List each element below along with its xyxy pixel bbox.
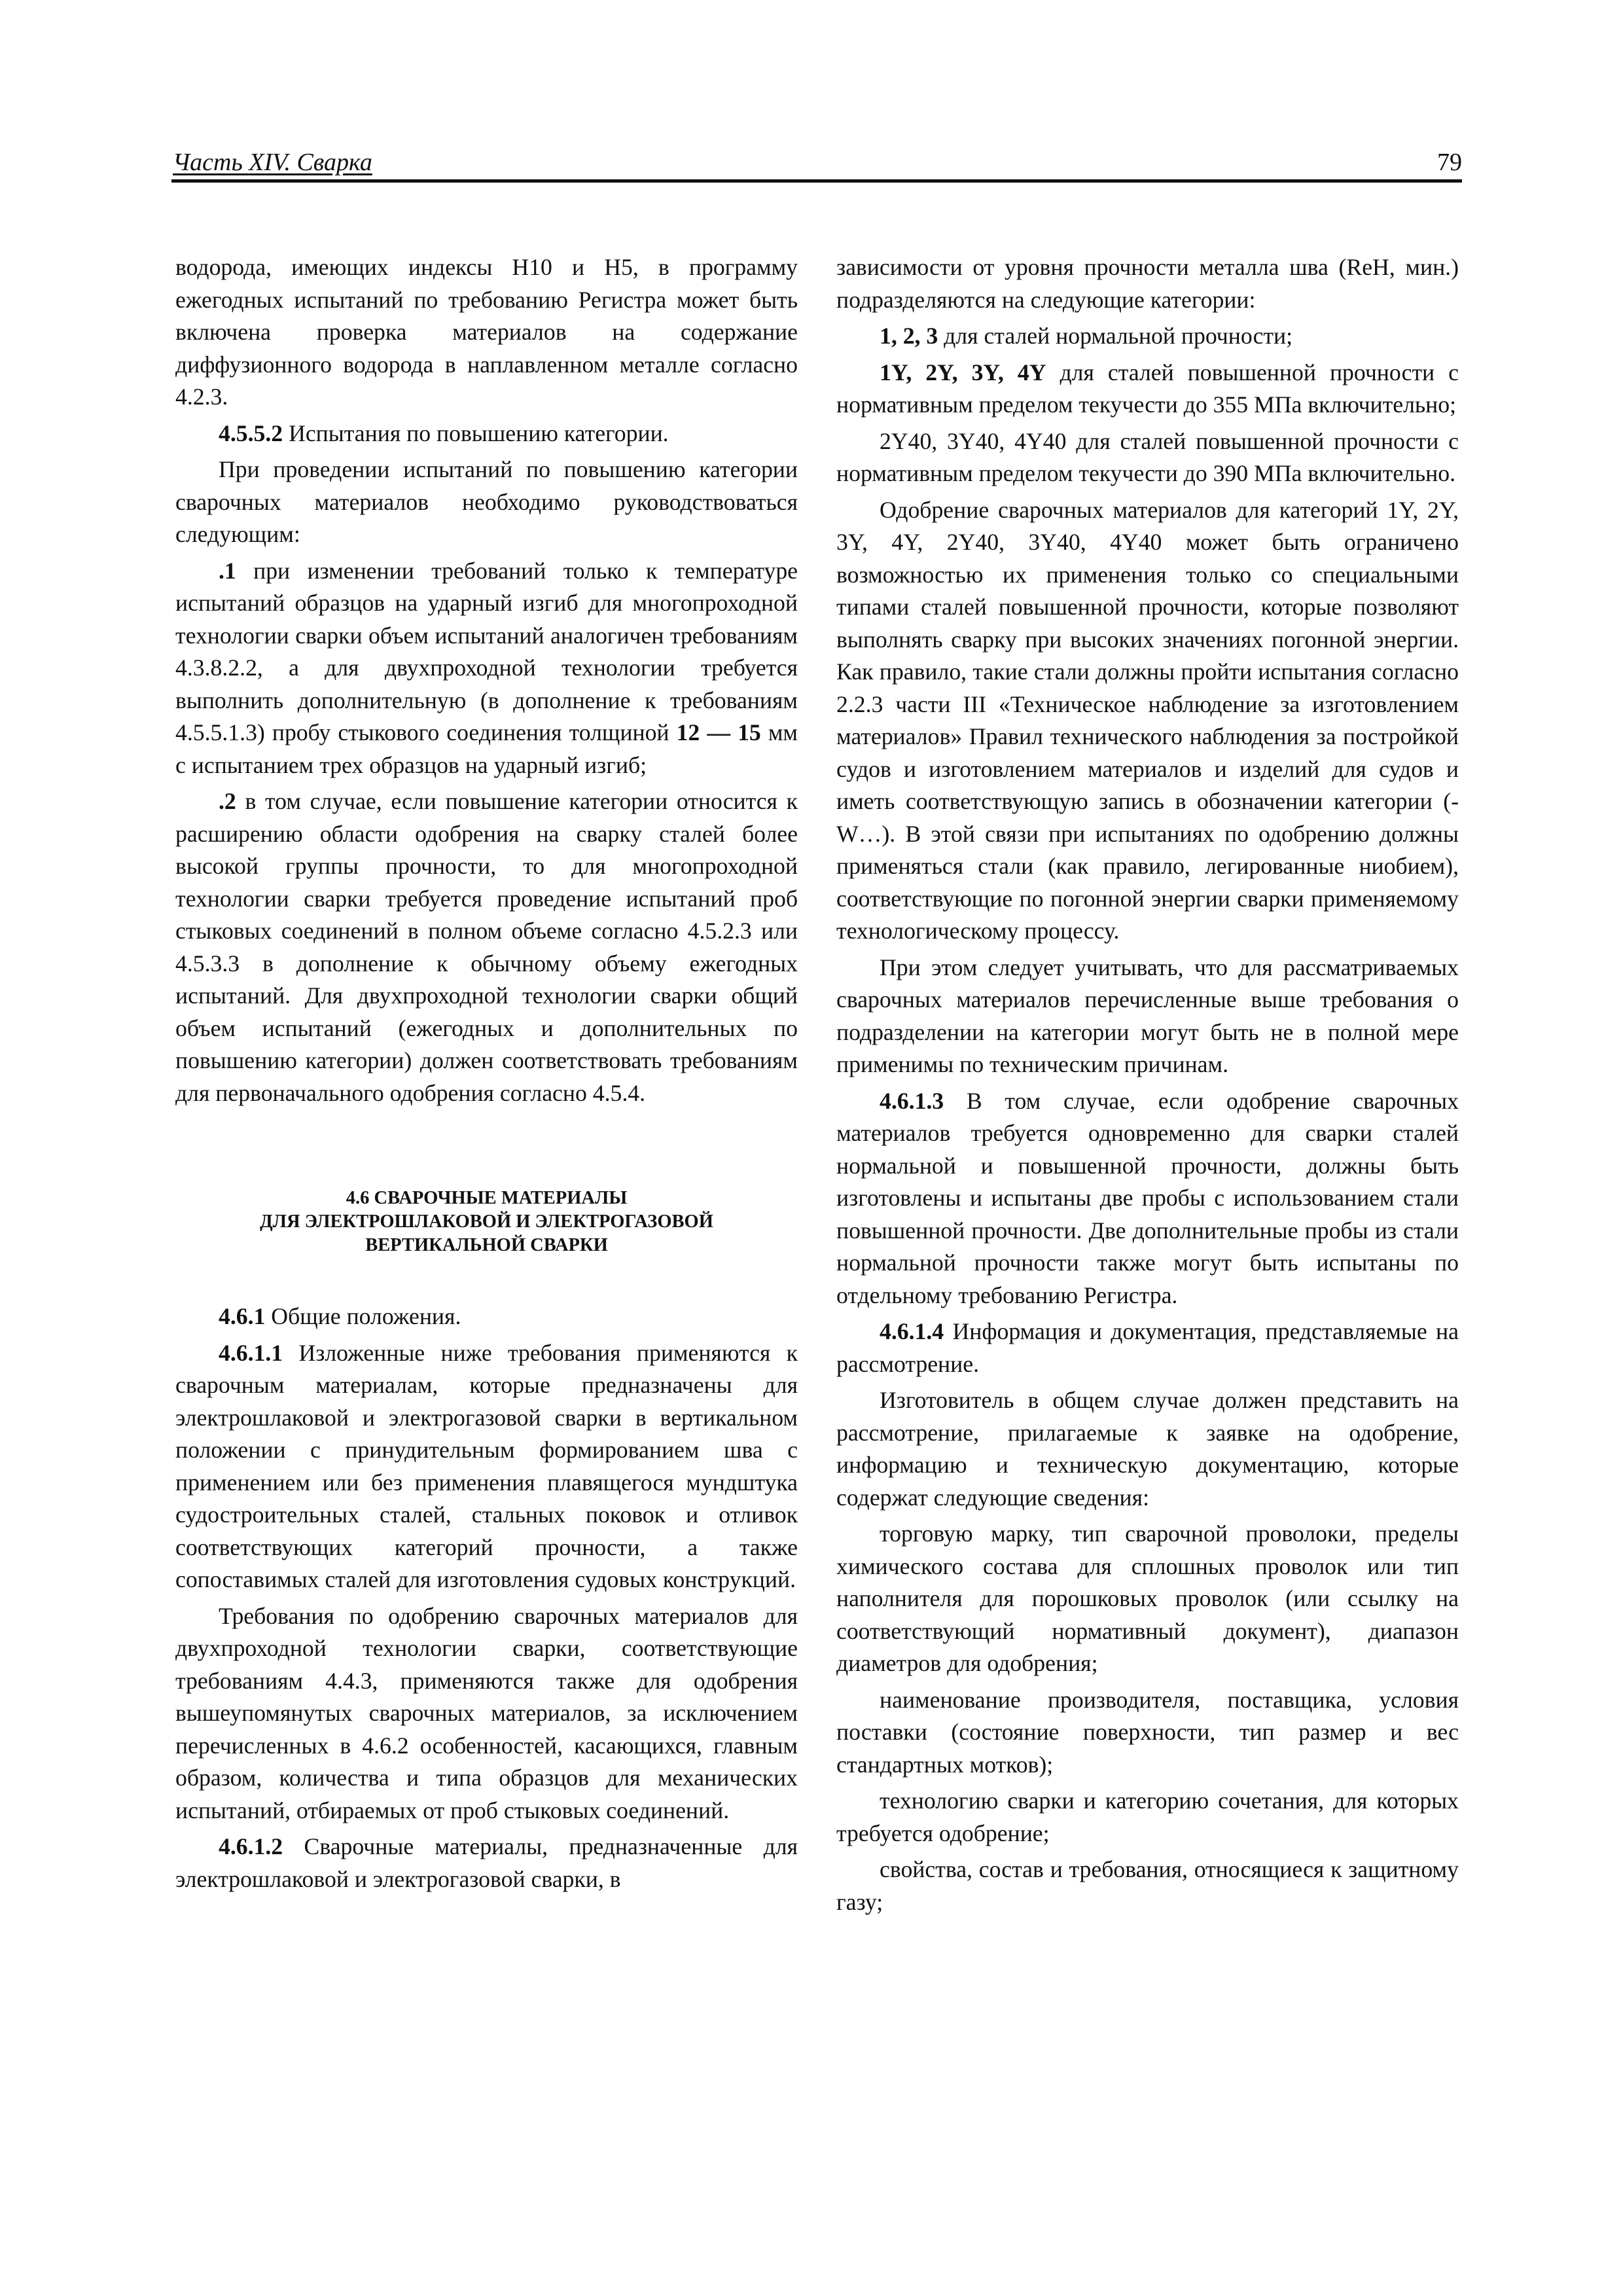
paragraph: Изготовитель в общем случае должен представить на рассмотрение, прилагаемые к заявке на одобрение, информацию и техническую документацию, которые содержат следующие сведения: (836, 1387, 1459, 1511)
paragraph: 4.6.1.1 Изложенные ниже требования применяются к сварочным материалам, которые предназначены для электрошлаковой и электрогазовой сварки в вертикальном положении с принудительным формированием шва с применением или без применения плавящегося мундштука судостроительных сталей, стальных поковок и отливок соответствующих категорий прочности, а также сопоставимых сталей для изготовления судовых конструкций. (175, 1339, 798, 1592)
item-number: .1 (219, 557, 236, 584)
clause-number: 4.6.1.3 (880, 1087, 944, 1114)
clause-number: 4.6.1.1 (219, 1339, 283, 1366)
clause-number: 4.6.1.2 (219, 1833, 283, 1859)
paragraph: При проведении испытаний по повышению категории сварочных материалов необходимо руководствоваться следующим: (175, 456, 798, 547)
category-list: 1, 2, 3 (880, 323, 938, 349)
paragraph: 4.6.1.4 Информация и документация, представляемые на рассмотрение. (836, 1318, 1459, 1377)
paragraph: 4.6.1 Общие положения. (219, 1303, 461, 1329)
paragraph: 1, 2, 3 для сталей нормальной прочности; (880, 323, 1293, 349)
paragraph: 2Y40, 3Y40, 4Y40 для сталей повышенной прочности с нормативным пределом текучести до 390 МПа включительно. (836, 427, 1459, 486)
list-item: свойства, состав и требования, относящиеся к защитному газу; (836, 1856, 1459, 1915)
paragraph: 4.6.1.3 В том случае, если одобрение сварочных материалов требуется одновременно для сварки сталей нормальной и повышенной прочности, должны быть изготовлены и испытаны две пробы с использованием стали повышенной прочности. Две дополнительные пробы из стали нормальной прочности также могут быть испытаны по отдельному требованию Регистра. (836, 1087, 1459, 1308)
right-column (836, 251, 1459, 2178)
list-item: наименование производителя, поставщика, условия поставки (состояние поверхности, тип размер и вес стандартных мотков); (836, 1686, 1459, 1778)
page-header (171, 145, 1462, 183)
paragraph: Требования по одобрению сварочных материалов для двухпроходной технологии сварки, соответствующие требованиям 4.4.3, применяются также для одобрения вышеупомянутых сварочных материалов, за исключением перечисленных в 4.6.2 особенностей, касающихся, главным образом, количества и типа образцов для механических испытаний, отбираемых от проб стыковых соединений. (175, 1602, 798, 1823)
paragraph: При этом следует учитывать, что для рассматриваемых сварочных материалов перечисленные выше требования о подразделении на категории могут быть не в полной мере применимы по техническим причинам. (836, 954, 1459, 1077)
list-item: технологию сварки и категорию сочетания, для которых требуется одобрение; (836, 1787, 1459, 1846)
paragraph: .2 в том случае, если повышение категории относится к расширению области одобрения на сварку сталей более высокой группы прочности, то для многопроходной технологии сварки требуется проведение испытаний проб стыковых соединений в полном объеме согласно 4.5.2.3 или 4.5.3.3 в дополнение к обычному объему ежегодных испытаний. Для двухпроходной технологии сварки общий объем испытаний (ежегодных и дополнительных по повышению категории) должен соответствовать требованиям для первоначального одобрения согласно 4.5.4. (175, 788, 798, 1106)
section-heading: 4.6 СВАРОЧНЫЕ МАТЕРИАЛЫ ДЛЯ ЭЛЕКТРОШЛАКОВОЙ И ЭЛЕКТРОГАЗОВОЙ ВЕРТИКАЛЬНОЙ СВАРКИ (260, 1188, 713, 1255)
clause-number: 4.6.1 (219, 1303, 266, 1329)
page-number: 79 (1437, 149, 1462, 176)
running-title: Часть XIV. Сварка (173, 149, 372, 176)
paragraph: Одобрение сварочных материалов для категорий 1Y, 2Y, 3Y, 4Y, 2Y40, 3Y40, 4Y40 может быть ограничено возможностью их применения только со специальными типами сталей повышенной прочности, которые позволяют выполнять сварку при высоких значениях погонной энергии. Как правило, такие стали должны пройти испытания согласно 2.2.3 части III «Техническое наблюдение за изготовлением материалов» Правил технического наблюдения за постройкой судов и изготовлением материалов и изделий для судов и иметь соответствующую запись в обозначении категории (-W…). В этой связи при испытаниях по одобрению должны применяться стали (как правило, легированные ниобием), соответствующие по погонной энергии сварки применяемому технологическому процессу. (836, 496, 1459, 944)
list-item: торговую марку, тип сварочной проволоки, пределы химического состава для сплошных проволок или тип наполнителя для порошковых проволок (или ссылку на соответствующий нормативный документ), диапазон диаметров для одобрения; (836, 1520, 1459, 1676)
clause-number: 4.5.5.2 (219, 420, 283, 446)
paragraph: водорода, имеющих индексы H10 и H5, в программу ежегодных испытаний по требованию Регистра может быть включена проверка материалов на содержание диффузионного водорода в наплавленном металле согласно 4.2.3. (175, 254, 798, 410)
paragraph: 4.6.1.2 Сварочные материалы, предназначенные для электрошлаковой и электрогазовой сварки, в (175, 1833, 798, 1892)
category-list: 1Y, 2Y, 3Y, 4Y (880, 359, 1046, 386)
clause-number: 4.6.1.4 (880, 1318, 944, 1344)
left-column (175, 251, 798, 2178)
paragraph: зависимости от уровня прочности металла шва (ReH, мин.) подразделяются на следующие категории: (836, 254, 1459, 313)
paragraph: 1Y, 2Y, 3Y, 4Y для сталей повышенной прочности с нормативным пределом текучести до 355 МПа включительно; (836, 359, 1459, 418)
item-number: .2 (219, 788, 236, 814)
paragraph: .1 при изменении требований только к температуре испытаний образцов на ударный изгиб для многопроходной технологии сварки объем испытаний аналогичен требованиям 4.3.8.2.2, а для двухпроходной технологии требуется выполнить дополнительную (в дополнение к требованиям 4.5.5.1.3) пробу стыкового соединения толщиной 12 — 15 мм с испытанием трех образцов на ударный изгиб; (175, 557, 798, 778)
paragraph: 4.5.5.2 Испытания по повышению категории. (219, 420, 669, 446)
